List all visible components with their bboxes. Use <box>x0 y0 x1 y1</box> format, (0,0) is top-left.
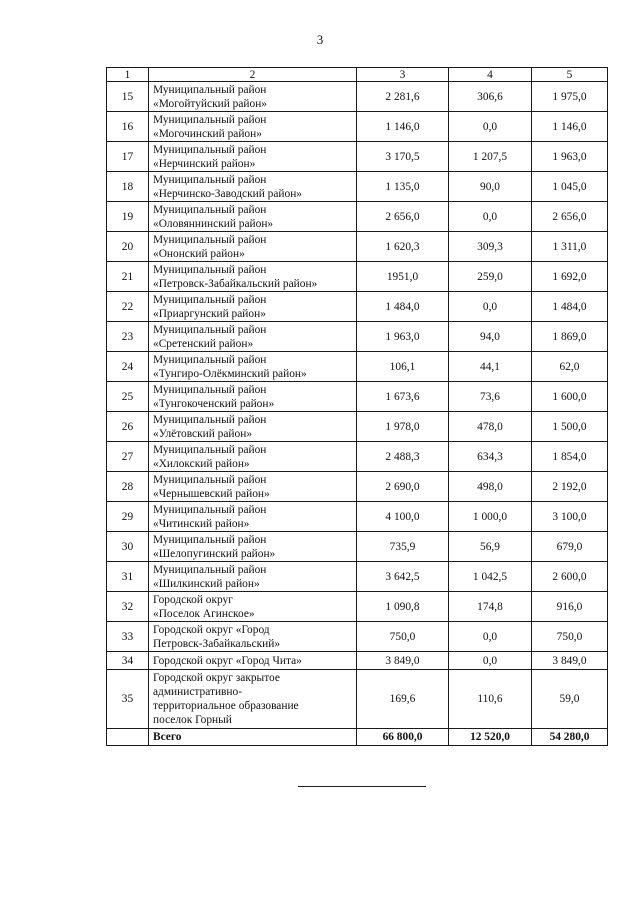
table-row <box>107 262 608 292</box>
municipality-name-line: «Ононский район» <box>153 247 245 260</box>
header-row <box>107 68 608 82</box>
value-column-4: 1 042,5 <box>449 562 532 592</box>
municipality-name-line: Петровск-Забайкальский» <box>153 637 281 650</box>
municipality-name-line: Муниципальный район <box>153 413 267 426</box>
municipality-name-line: Муниципальный район <box>153 263 267 276</box>
value-column-3: 1 090,8 <box>357 592 449 622</box>
value-column-5: 1 484,0 <box>532 292 608 322</box>
municipality-name-line: Муниципальный район <box>153 473 267 486</box>
row-number: 32 <box>107 592 149 622</box>
value-column-5: 1 963,0 <box>532 142 608 172</box>
table-row <box>107 352 608 382</box>
row-number: 19 <box>107 202 149 232</box>
value-column-4: 0,0 <box>449 112 532 142</box>
municipality-name-line: «Улётовский район» <box>153 427 253 440</box>
value-column-3: 1 978,0 <box>357 412 449 442</box>
row-number: 27 <box>107 442 149 472</box>
total-label: Всего <box>149 729 357 746</box>
municipality-name-line: Муниципальный район <box>153 173 267 186</box>
value-column-4: 309,3 <box>449 232 532 262</box>
row-number: 23 <box>107 322 149 352</box>
municipality-name-line: административно- <box>153 686 243 698</box>
municipality-name-line: Муниципальный район <box>153 233 267 246</box>
municipality-name-line: Муниципальный район <box>153 533 267 546</box>
table-row <box>107 412 608 442</box>
municipality-name-line: «Нерчинский район» <box>153 157 256 170</box>
municipality-name-line: Городской округ <box>153 593 233 606</box>
row-number: 16 <box>107 112 149 142</box>
table-row <box>107 562 608 592</box>
total-row-number <box>107 729 149 746</box>
municipality-name-line: Муниципальный район <box>153 113 267 126</box>
value-column-3: 1 146,0 <box>357 112 449 142</box>
municipality-name-line: Муниципальный район <box>153 503 267 516</box>
table-row <box>107 172 608 202</box>
value-column-5: 750,0 <box>532 622 608 652</box>
table-row <box>107 670 608 729</box>
value-column-3: 3 642,5 <box>357 562 449 592</box>
municipality-name-line: «Сретенский район» <box>153 337 254 350</box>
value-column-5: 59,0 <box>532 670 608 729</box>
municipality-name-line: Муниципальный район <box>153 143 267 156</box>
table-row <box>107 292 608 322</box>
row-number: 33 <box>107 622 149 652</box>
total-value-column-5: 54 280,0 <box>532 729 608 746</box>
table-row <box>107 652 608 670</box>
municipality-name <box>149 442 357 472</box>
value-column-3: 4 100,0 <box>357 502 449 532</box>
municipality-name <box>149 142 357 172</box>
table-row <box>107 442 608 472</box>
municipality-name <box>149 382 357 412</box>
row-number: 26 <box>107 412 149 442</box>
table-row <box>107 472 608 502</box>
municipality-name <box>149 562 357 592</box>
column-header-4: 4 <box>449 68 532 82</box>
table-row <box>107 532 608 562</box>
municipality-name-line: «Хилокский район» <box>153 457 250 470</box>
value-column-5: 2 192,0 <box>532 472 608 502</box>
value-column-3: 2 690,0 <box>357 472 449 502</box>
total-row <box>107 729 608 746</box>
table-row <box>107 502 608 532</box>
municipality-name <box>149 172 357 202</box>
municipality-name-line: «Читинский район» <box>153 517 250 530</box>
row-number: 22 <box>107 292 149 322</box>
municipality-name-line: Городской округ закрытое <box>153 672 280 684</box>
municipality-name-line: «Могойтуйский район» <box>153 97 267 110</box>
municipality-name-line: Муниципальный район <box>153 383 267 396</box>
value-column-3: 1 963,0 <box>357 322 449 352</box>
value-column-3: 3 849,0 <box>357 652 449 670</box>
municipality-name-line: Муниципальный район <box>153 443 267 456</box>
value-column-3: 106,1 <box>357 352 449 382</box>
value-column-3: 1 620,3 <box>357 232 449 262</box>
table-body <box>107 82 608 746</box>
municipality-name <box>149 532 357 562</box>
row-number: 29 <box>107 502 149 532</box>
municipality-name-line: Муниципальный район <box>153 203 267 216</box>
value-column-3: 1951,0 <box>357 262 449 292</box>
table-header <box>107 68 608 82</box>
budget-distribution-table <box>106 67 608 746</box>
row-number: 17 <box>107 142 149 172</box>
row-number: 34 <box>107 652 149 670</box>
value-column-3: 1 484,0 <box>357 292 449 322</box>
row-number: 35 <box>107 670 149 729</box>
value-column-3: 1 673,6 <box>357 382 449 412</box>
municipality-name-line: территориальное образование <box>153 700 299 712</box>
value-column-5: 1 600,0 <box>532 382 608 412</box>
row-number: 15 <box>107 82 149 112</box>
municipality-name-line: Муниципальный район <box>153 353 267 366</box>
municipality-name-line: поселок Горный <box>153 714 232 726</box>
value-column-3: 2 281,6 <box>357 82 449 112</box>
municipality-name <box>149 112 357 142</box>
value-column-5: 1 975,0 <box>532 82 608 112</box>
municipality-name-line: «Чернышевский район» <box>153 487 270 500</box>
value-column-5: 3 100,0 <box>532 502 608 532</box>
municipality-name-line: Городской округ «Город <box>153 623 270 636</box>
value-column-5: 1 311,0 <box>532 232 608 262</box>
row-number: 20 <box>107 232 149 262</box>
table-row <box>107 232 608 262</box>
municipality-name-line: «Могочинский район» <box>153 127 262 140</box>
row-number: 18 <box>107 172 149 202</box>
value-column-4: 498,0 <box>449 472 532 502</box>
municipality-name-line: «Петровск-Забайкальский район» <box>153 277 318 290</box>
municipality-name-line: Муниципальный район <box>153 563 267 576</box>
column-header-5: 5 <box>532 68 608 82</box>
row-number: 25 <box>107 382 149 412</box>
value-column-4: 110,6 <box>449 670 532 729</box>
value-column-4: 44,1 <box>449 352 532 382</box>
value-column-5: 62,0 <box>532 352 608 382</box>
table-row <box>107 82 608 112</box>
value-column-4: 0,0 <box>449 622 532 652</box>
value-column-5: 2 656,0 <box>532 202 608 232</box>
value-column-4: 56,9 <box>449 532 532 562</box>
value-column-5: 1 869,0 <box>532 322 608 352</box>
value-column-4: 306,6 <box>449 82 532 112</box>
value-column-4: 1 207,5 <box>449 142 532 172</box>
value-column-4: 174,8 <box>449 592 532 622</box>
footer-divider <box>298 786 426 787</box>
municipality-name-line: «Шелопугинский район» <box>153 547 276 560</box>
value-column-4: 73,6 <box>449 382 532 412</box>
value-column-5: 1 045,0 <box>532 172 608 202</box>
value-column-5: 679,0 <box>532 532 608 562</box>
value-column-5: 916,0 <box>532 592 608 622</box>
row-number: 24 <box>107 352 149 382</box>
municipality-name-line: Муниципальный район <box>153 293 267 306</box>
municipality-name-line: «Тунгокоченский район» <box>153 397 275 410</box>
value-column-4: 634,3 <box>449 442 532 472</box>
value-column-3: 2 488,3 <box>357 442 449 472</box>
value-column-3: 735,9 <box>357 532 449 562</box>
municipality-name-line: Городской округ «Город Чита» <box>153 654 302 667</box>
municipality-name <box>149 652 357 670</box>
value-column-4: 0,0 <box>449 652 532 670</box>
value-column-4: 478,0 <box>449 412 532 442</box>
municipality-name <box>149 472 357 502</box>
municipality-name <box>149 322 357 352</box>
value-column-4: 0,0 <box>449 202 532 232</box>
municipality-name <box>149 82 357 112</box>
value-column-5: 1 692,0 <box>532 262 608 292</box>
municipality-name <box>149 352 357 382</box>
value-column-4: 94,0 <box>449 322 532 352</box>
row-number: 21 <box>107 262 149 292</box>
value-column-4: 0,0 <box>449 292 532 322</box>
municipality-name-line: «Тунгиро-Олёкминский район» <box>153 367 307 380</box>
municipality-name <box>149 502 357 532</box>
municipality-name <box>149 670 357 729</box>
municipality-name <box>149 622 357 652</box>
row-number: 30 <box>107 532 149 562</box>
municipality-name <box>149 412 357 442</box>
table-row <box>107 202 608 232</box>
table-row <box>107 382 608 412</box>
municipality-name <box>149 262 357 292</box>
value-column-3: 1 135,0 <box>357 172 449 202</box>
municipality-name-line: «Поселок Агинское» <box>153 607 255 620</box>
value-column-3: 750,0 <box>357 622 449 652</box>
column-header-2: 2 <box>149 68 357 82</box>
municipality-name <box>149 232 357 262</box>
page-number: 3 <box>316 32 324 47</box>
municipality-name-line: «Оловяннинский район» <box>153 217 274 230</box>
value-column-3: 169,6 <box>357 670 449 729</box>
value-column-5: 1 854,0 <box>532 442 608 472</box>
table-row <box>107 592 608 622</box>
table-row <box>107 322 608 352</box>
total-value-column-3: 66 800,0 <box>357 729 449 746</box>
value-column-3: 2 656,0 <box>357 202 449 232</box>
municipality-name-line: «Приаргунский район» <box>153 307 266 320</box>
table-row <box>107 622 608 652</box>
value-column-5: 2 600,0 <box>532 562 608 592</box>
value-column-5: 1 500,0 <box>532 412 608 442</box>
municipality-name-line: Муниципальный район <box>153 83 267 96</box>
municipality-name-line: «Нерчинско-Заводский район» <box>153 187 302 200</box>
value-column-4: 90,0 <box>449 172 532 202</box>
column-header-1: 1 <box>107 68 149 82</box>
value-column-4: 259,0 <box>449 262 532 292</box>
row-number: 31 <box>107 562 149 592</box>
municipality-name-line: «Шилкинский район» <box>153 577 260 590</box>
column-header-3: 3 <box>357 68 449 82</box>
table-row <box>107 112 608 142</box>
total-value-column-4: 12 520,0 <box>449 729 532 746</box>
value-column-3: 3 170,5 <box>357 142 449 172</box>
value-column-4: 1 000,0 <box>449 502 532 532</box>
value-column-5: 3 849,0 <box>532 652 608 670</box>
row-number: 28 <box>107 472 149 502</box>
municipality-name <box>149 202 357 232</box>
value-column-5: 1 146,0 <box>532 112 608 142</box>
municipality-name <box>149 292 357 322</box>
municipality-name-line: Муниципальный район <box>153 323 267 336</box>
table-row <box>107 142 608 172</box>
municipality-name <box>149 592 357 622</box>
